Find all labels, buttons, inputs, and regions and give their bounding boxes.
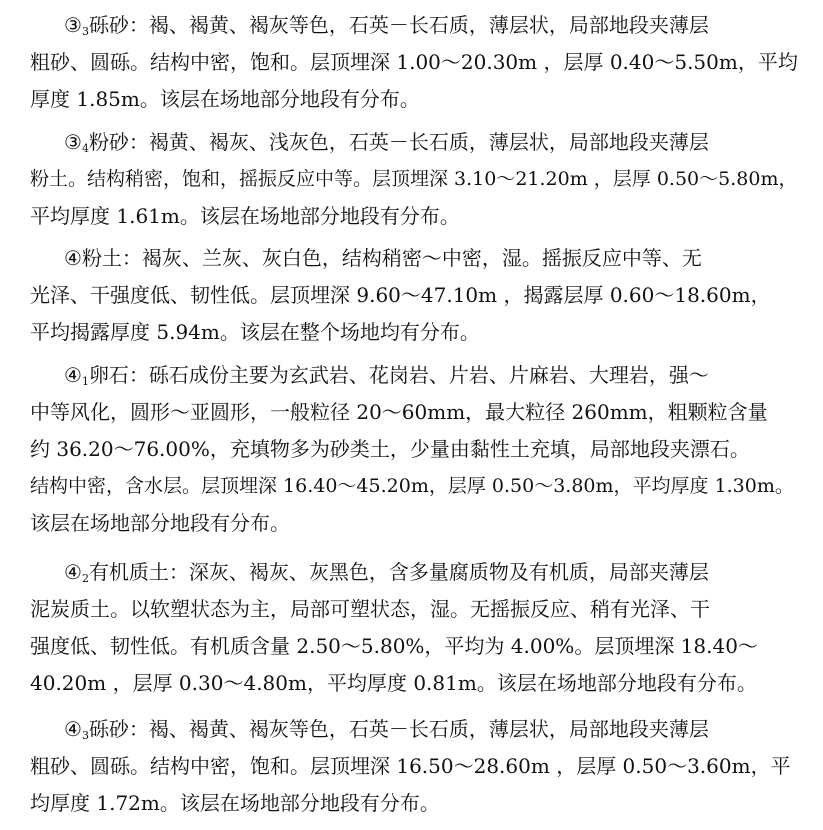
- paragraph-line: 40.20m ，层厚 0.30～4.80m，平均厚度 0.81m。该层在场地部分地段有分布。: [30, 671, 757, 695]
- layer-marker: $④_2$: [64, 560, 89, 585]
- layer-marker: $③_3$: [64, 13, 89, 38]
- paragraph-line: 该层在场地部分地段有分布。: [30, 511, 290, 535]
- paragraph-line: 粉土。结构稍密，饱和，摇振反应中等。层顶埋深 3.10～21.20m ，层厚 0.50～5.80m，: [30, 168, 798, 190]
- paragraph-line: $④_3$砾砂：褐、褐黄、褐灰等色，石英－长石质，薄层状，局部地段夹薄层: [64, 717, 709, 742]
- layer-marker: $④_1$: [64, 363, 89, 388]
- paragraph-line: 平均揭露厚度 5.94m。该层在整个场地均有分布。: [30, 320, 480, 344]
- layer-marker: ④: [64, 246, 82, 270]
- paragraph-layer-4-2: [30, 554, 800, 702]
- paragraph-layer-4-1: [30, 357, 800, 542]
- paragraph-line: 结构中密，含水层。层顶埋深 16.40～45.20m，层厚 0.50～3.80m，平均厚度 1.30m。: [30, 475, 794, 497]
- paragraph-line: 粗砂、圆砾。结构中密，饱和。层顶埋深 16.50～28.60m ，层厚 0.50～3.60m，平: [30, 754, 791, 778]
- paragraph-layer-3-4: [30, 124, 800, 235]
- paragraph-layer-4-3: [30, 711, 800, 822]
- layer-marker: $③_4$: [64, 130, 89, 155]
- paragraph-line: 均厚度 1.72m。该层在场地部分地段有分布。: [30, 791, 440, 815]
- paragraph-line: 平均厚度 1.61m。该层在场地部分地段有分布。: [30, 204, 460, 228]
- paragraph-line: 中等风化，圆形～亚圆形，一般粒径 20～60mm，最大粒径 260mm，粗颗粒含量: [30, 400, 768, 424]
- paragraph-line: 粗砂、圆砾。结构中密，饱和。层顶埋深 1.00～20.30m ，层厚 0.40～5.50m，平均: [30, 50, 798, 74]
- paragraph-line: $③_4$粉砂：褐黄、褐灰、浅灰色，石英－长石质，薄层状，局部地段夹薄层: [64, 130, 709, 155]
- paragraph-layer-4: [30, 240, 800, 351]
- paragraph-line: $③_3$砾砂：褐、褐黄、褐灰等色，石英－长石质，薄层状，局部地段夹薄层: [64, 13, 709, 38]
- paragraph-line: 约 36.20～76.00%，充填物多为砂类土，少量由黏性土充填，局部地段夹漂石。: [30, 437, 750, 461]
- paragraph-line: 厚度 1.85m。该层在场地部分地段有分布。: [30, 87, 420, 111]
- paragraph-line: ④粉土：褐灰、兰灰、灰白色，结构稍密～中密，湿。摇振反应中等、无: [64, 246, 702, 270]
- paragraph-line: 泥炭质土。以软塑状态为主，局部可塑状态，湿。无摇振反应、稍有光泽、干: [30, 597, 710, 621]
- paragraph-layer-3-3: [30, 7, 800, 118]
- paragraph-line: $④_2$有机质土：深灰、褐灰、灰黑色，含多量腐质物及有机质，局部夹薄层: [64, 560, 709, 585]
- paragraph-line: $④_1$卵石：砾石成份主要为玄武岩、花岗岩、片岩、片麻岩、大理岩，强～: [64, 363, 709, 388]
- paragraph-line: 光泽、干强度低、韧性低。层顶埋深 9.60～47.10m ，揭露层厚 0.60～18.60m，: [30, 283, 771, 307]
- layer-marker: $④_3$: [64, 717, 89, 742]
- paragraph-line: 强度低、韧性低。有机质含量 2.50～5.80%，平均为 4.00%。层顶埋深 18.40～: [30, 634, 758, 658]
